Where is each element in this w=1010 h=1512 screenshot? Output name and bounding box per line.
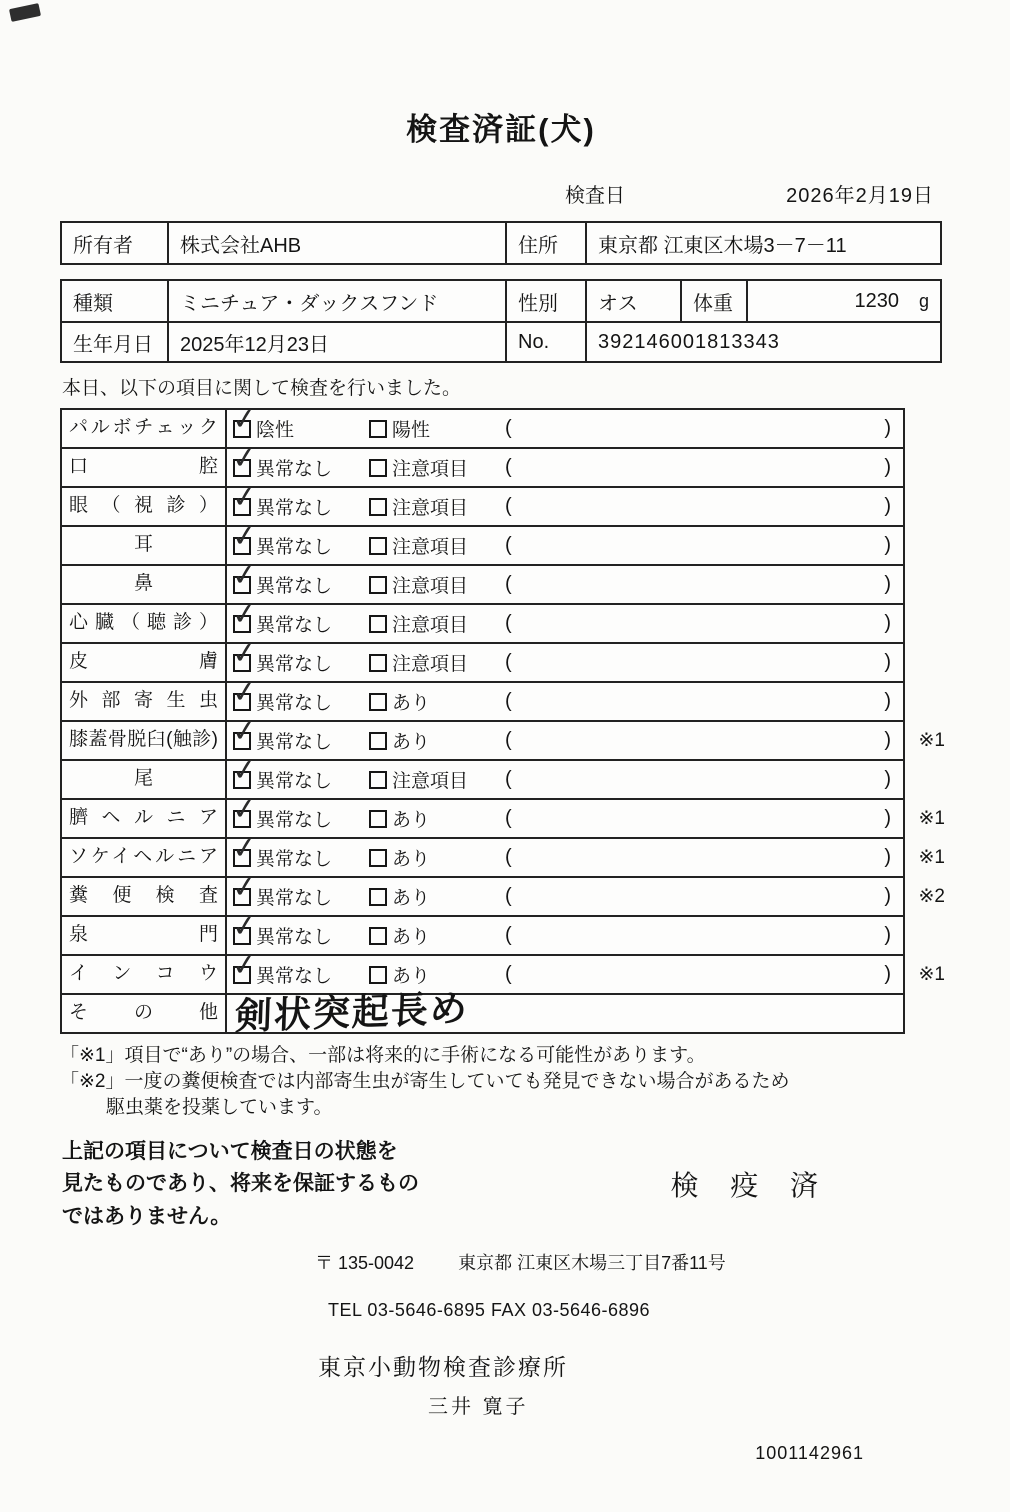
remarks-paren-open: (: [505, 573, 512, 595]
option-label: 異常なし: [256, 576, 333, 597]
item-content: [227, 527, 903, 564]
reference-mark: ※1: [918, 964, 945, 985]
clinic-phone-line: TEL 03-5646-6895 FAX 03-5646-6896: [328, 1300, 651, 1321]
option-abnormal: [369, 883, 505, 910]
option-abnormal: [369, 493, 505, 520]
item-content: [227, 488, 903, 525]
checkbox-icon: [369, 576, 387, 594]
inspection-date-value: 2026年2月19日: [786, 185, 934, 207]
item-label: 糞便検査: [62, 878, 227, 915]
option-abnormal: [369, 688, 505, 715]
disclaimer-row: [60, 1136, 942, 1234]
option-normal: [233, 532, 369, 559]
remarks-paren-close: ): [884, 963, 891, 985]
checkbox-icon: [369, 537, 387, 555]
weight-unit: g: [918, 290, 929, 311]
item-content: [227, 644, 903, 681]
owner-label: 所有者: [73, 234, 133, 257]
checkbox-checked-icon: [233, 576, 251, 594]
checkbox-checked-icon: [233, 849, 251, 867]
address-label: 住所: [505, 223, 585, 263]
item-label: パルボチェック: [62, 410, 227, 447]
remarks-paren-close: ): [884, 495, 891, 517]
option-label: 注意項目: [392, 654, 469, 675]
reference-mark: ※1: [918, 847, 945, 868]
no-label: No.: [505, 321, 585, 361]
checkbox-icon: [369, 849, 387, 867]
option-normal: [233, 922, 369, 949]
option-label: 異常なし: [256, 966, 333, 987]
item-label: 眼（視診）: [62, 488, 227, 525]
checkbox-checked-icon: [233, 498, 251, 516]
checklist-row: [62, 449, 903, 488]
page-title: 検査済証(犬): [406, 112, 596, 147]
option-abnormal: [369, 532, 505, 559]
checkbox-checked-icon: [233, 732, 251, 750]
item-label: 鼻: [62, 566, 227, 603]
item-content: [227, 761, 903, 798]
checkbox-checked-icon: [233, 615, 251, 633]
option-abnormal: [369, 766, 505, 793]
sex-label: 性別: [505, 281, 585, 321]
item-content: [227, 683, 903, 720]
option-label: あり: [392, 693, 431, 714]
remarks-paren-open: (: [505, 417, 512, 439]
option-label: 注意項目: [392, 459, 469, 480]
handwritten-note: 剣状突起長め: [234, 985, 470, 1038]
option-label: 注意項目: [392, 498, 469, 519]
remarks-paren-open: (: [505, 768, 512, 790]
checklist-row: [62, 800, 945, 839]
item-content: [227, 605, 903, 642]
option-label: あり: [392, 849, 431, 870]
footnote-2-continued: 駆虫薬を投薬しています。: [106, 1097, 333, 1119]
option-label: 異常なし: [256, 615, 333, 636]
remarks-paren-close: ): [884, 846, 891, 868]
checkbox-checked-icon: [233, 693, 251, 711]
item-label: 尾: [62, 761, 227, 798]
remarks-paren-close: ): [884, 729, 891, 751]
option-abnormal: [369, 415, 505, 442]
option-abnormal: [369, 610, 505, 637]
checkbox-checked-icon: [233, 537, 251, 555]
option-label: 注意項目: [392, 537, 469, 558]
sex-value: オス: [585, 281, 680, 321]
item-content: [227, 410, 903, 447]
option-label: 注意項目: [392, 771, 469, 792]
checkbox-icon: [369, 693, 387, 711]
option-normal: [233, 415, 369, 442]
item-label: 臍ヘルニア: [62, 800, 227, 837]
item-content: [227, 566, 903, 603]
option-label: 異常なし: [256, 693, 333, 714]
remarks-paren-close: ): [884, 690, 891, 712]
remarks-paren-open: (: [505, 456, 512, 478]
disclaimer-line-1: 上記の項目について検査日の状態を: [62, 1139, 398, 1163]
option-label: 注意項目: [392, 576, 469, 597]
option-label: 異常なし: [256, 654, 333, 675]
clinic-street-address: 東京都 江東区木場三丁目7番11号: [458, 1253, 726, 1274]
remarks-paren-open: (: [505, 690, 512, 712]
checklist-row: [62, 410, 903, 449]
option-normal: [233, 493, 369, 520]
option-label: 異常なし: [256, 888, 333, 909]
checkbox-icon: [369, 771, 387, 789]
checklist-row: [62, 488, 903, 527]
reference-mark: ※1: [918, 730, 945, 751]
option-label: 陽性: [392, 420, 431, 441]
disclaimer-text: [62, 1136, 419, 1234]
option-normal: [233, 883, 369, 910]
item-content: [227, 839, 903, 876]
option-label: あり: [392, 966, 431, 987]
checkbox-checked-icon: [233, 771, 251, 789]
no-value: 392146001813343: [585, 321, 940, 361]
option-abnormal: [369, 571, 505, 598]
checkbox-checked-icon: [233, 888, 251, 906]
option-label: 異常なし: [256, 771, 333, 792]
checklist-table: [60, 408, 945, 1038]
checklist-row: [62, 566, 903, 605]
option-normal: [233, 727, 369, 754]
remarks-paren-close: ): [884, 417, 891, 439]
checkbox-icon: [369, 654, 387, 672]
certificate-document: [60, 104, 945, 1464]
remarks-paren-open: (: [505, 729, 512, 751]
remarks-paren-close: ): [884, 456, 891, 478]
option-label: あり: [392, 927, 431, 948]
option-label: 注意項目: [392, 615, 469, 636]
item-content: [227, 449, 903, 486]
checkbox-checked-icon: [233, 966, 251, 984]
owner-table: [60, 221, 942, 265]
checklist-row: [62, 917, 903, 956]
checklist-row: [62, 527, 903, 566]
option-label: あり: [392, 810, 431, 831]
weight-value: [746, 281, 940, 321]
option-label: 異常なし: [256, 498, 333, 519]
remarks-paren-close: ): [884, 924, 891, 946]
owner-name: 株式会社AHB: [167, 223, 505, 263]
item-label: 耳: [62, 527, 227, 564]
remarks-paren-open: (: [505, 495, 512, 517]
remarks-paren-close: ): [884, 651, 891, 673]
remarks-paren-close: ): [884, 534, 891, 556]
item-label: 泉門: [62, 917, 227, 954]
birth-value: 2025年12月23日: [167, 321, 505, 361]
serial-number: 1001142961: [755, 1443, 864, 1464]
item-content: [227, 800, 903, 837]
option-label: 異常なし: [256, 537, 333, 558]
remarks-paren-open: (: [505, 963, 512, 985]
inspection-date-row: [60, 179, 942, 208]
option-abnormal: [369, 805, 505, 832]
item-label: 外部寄生虫: [62, 683, 227, 720]
remarks-paren-open: (: [505, 807, 512, 829]
option-normal: [233, 454, 369, 481]
checkbox-icon: [369, 615, 387, 633]
item-label: その他: [62, 995, 227, 1032]
item-content: [227, 985, 903, 1038]
remarks-paren-open: (: [505, 651, 512, 673]
clinic-name: 東京小動物検査診療所: [318, 1354, 568, 1381]
option-label: 陰性: [256, 420, 295, 441]
inspection-date-label: 検査日: [565, 185, 625, 207]
remarks-paren-open: (: [505, 534, 512, 556]
option-normal: [233, 610, 369, 637]
disclaimer-line-3: ではありません。: [62, 1204, 232, 1228]
item-content: [227, 722, 903, 759]
item-label: 口腔: [62, 449, 227, 486]
reference-mark: ※2: [918, 886, 945, 907]
disclaimer-line-2: 見たものであり、将来を保証するもの: [62, 1172, 419, 1196]
checkbox-icon: [369, 732, 387, 750]
checkbox-icon: [369, 498, 387, 516]
option-label: あり: [392, 732, 431, 753]
checkbox-icon: [369, 927, 387, 945]
checkbox-checked-icon: [233, 654, 251, 672]
remarks-paren-close: ): [884, 612, 891, 634]
item-label: ソケイヘルニア: [62, 839, 227, 876]
checklist-row: [62, 956, 945, 995]
reference-mark: ※1: [918, 808, 945, 829]
remarks-paren-close: ): [884, 573, 891, 595]
address-value: 東京都 江東区木場3－7－11: [585, 223, 940, 263]
checkbox-icon: [369, 459, 387, 477]
option-abnormal: [369, 922, 505, 949]
scan-artifact: [9, 3, 41, 22]
remarks-paren-close: ): [884, 768, 891, 790]
checklist-row: [62, 683, 903, 722]
remarks-paren-open: (: [505, 924, 512, 946]
checklist-row: [62, 985, 903, 1038]
weight-number: 1230: [854, 289, 899, 312]
checkbox-checked-icon: [233, 927, 251, 945]
checklist-row: [62, 644, 903, 683]
birth-label: 生年月日: [62, 321, 167, 361]
remarks-paren-close: ): [884, 885, 891, 907]
option-label: 異常なし: [256, 459, 333, 480]
footnote-2: 「※2」一度の糞便検査では内部寄生虫が寄生していても発見できない場合があるため: [60, 1071, 790, 1093]
option-abnormal: [369, 727, 505, 754]
item-content: [227, 878, 903, 915]
breed-value: ミニチュア・ダックスフンド: [167, 281, 505, 321]
option-label: 異常なし: [256, 849, 333, 870]
quarantine-stamp: 検 疫 済: [670, 1170, 830, 1202]
checkbox-icon: [369, 420, 387, 438]
checkbox-checked-icon: [233, 459, 251, 477]
footnote-1: 「※1」項目で“あり”の場合、一部は将来的に手術になる可能性があります。: [60, 1045, 706, 1066]
option-label: あり: [392, 888, 431, 909]
option-normal: [233, 649, 369, 676]
veterinarian-name: 三井 寛子: [428, 1396, 529, 1419]
option-normal: [233, 844, 369, 871]
footnotes: [60, 1043, 942, 1122]
option-normal: [233, 766, 369, 793]
item-label: 心臓（聴診）: [62, 605, 227, 642]
option-abnormal: [369, 844, 505, 871]
option-label: 異常なし: [256, 810, 333, 831]
item-label: 皮膚: [62, 644, 227, 681]
checklist-row: [62, 722, 945, 761]
remarks-paren-open: (: [505, 846, 512, 868]
checklist-row: [62, 878, 945, 917]
breed-label: 種類: [73, 292, 113, 315]
weight-label: 体重: [680, 281, 746, 321]
remarks-paren-close: ): [884, 807, 891, 829]
checklist-row: [62, 605, 903, 644]
clinic-address-line: [315, 1249, 942, 1275]
option-normal: [233, 688, 369, 715]
option-normal: [233, 571, 369, 598]
checkbox-icon: [369, 810, 387, 828]
checkbox-icon: [369, 888, 387, 906]
remarks-paren-open: (: [505, 885, 512, 907]
pet-table: [60, 279, 942, 363]
checkbox-checked-icon: [233, 810, 251, 828]
item-label: 膝蓋骨脱臼(触診): [62, 722, 227, 759]
item-label: インコウ: [62, 956, 227, 993]
item-content: [227, 917, 903, 954]
option-normal: [233, 805, 369, 832]
checkbox-checked-icon: [233, 420, 251, 438]
remarks-paren-open: (: [505, 612, 512, 634]
checklist-row: [62, 761, 903, 800]
option-label: 異常なし: [256, 732, 333, 753]
intro-text: 本日、以下の項目に関して検査を行いました。: [62, 378, 462, 399]
option-label: 異常なし: [256, 927, 333, 948]
option-abnormal: [369, 454, 505, 481]
option-abnormal: [369, 649, 505, 676]
postal-code: 〒 135-0042: [315, 1253, 415, 1274]
checklist-row: [62, 839, 945, 878]
